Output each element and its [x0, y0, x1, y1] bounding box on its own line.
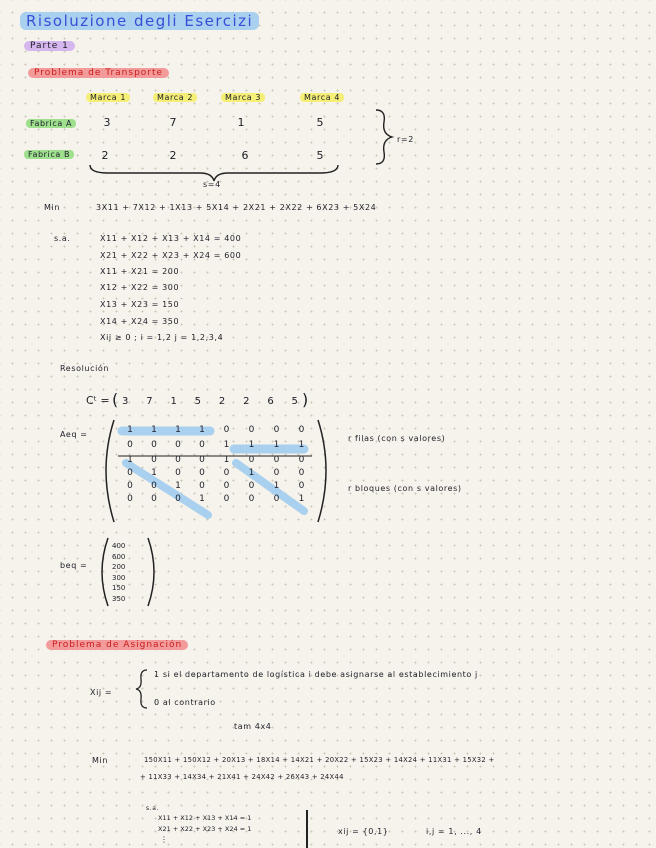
matrix-cell: 1 — [127, 455, 133, 465]
index-range: i,j = 1, ..., 4 — [426, 827, 482, 836]
matrix-cell: 0 — [127, 494, 133, 504]
matrix-cell: 1 — [127, 425, 133, 435]
matrix-cell: 1 — [223, 440, 230, 450]
matrix-cell: 0 — [248, 425, 255, 435]
size-label: tam 4x4 — [234, 722, 272, 731]
matrix-row — [118, 425, 314, 435]
assignment-min-label: Min — [92, 756, 108, 765]
beq-value: 300 — [112, 573, 126, 582]
matrix-cell: 1 — [151, 468, 157, 478]
matrix-cell: 0 — [127, 440, 133, 450]
matrix-cell: 1 — [223, 455, 230, 465]
matrix-cell: 0 — [248, 455, 255, 465]
constraint-line: Xij ≥ 0 ; i = 1,2 j = 1,2,3,4 — [100, 333, 224, 342]
matrix-cell: 0 — [199, 455, 205, 465]
assignment-st-label: s.a. — [146, 805, 160, 812]
constraint-line: X13 + X23 = 150 — [100, 300, 180, 309]
c-value: 1 — [170, 396, 177, 407]
c-value: 7 — [146, 396, 153, 407]
objective-function: 3X11 + 7X12 + 1X13 + 5X14 + 2X21 + 2X22 + 6X23 + 5X24 — [96, 203, 377, 212]
note-rows: r filas (con s valores) — [348, 434, 446, 443]
matrix-cell: 0 — [199, 468, 205, 478]
matrix-cell: 0 — [223, 468, 230, 478]
beq-value: 600 — [112, 552, 126, 561]
matrix-cell: 0 — [199, 481, 205, 491]
assignment-constraint: X21 + X22 + X23 + X24 = 1 — [158, 825, 252, 833]
xij-case-1: 1 si el departamento de logística i debe asignarse al establecimiento j — [154, 670, 478, 679]
constraint-line: X11 + X21 = 200 — [100, 267, 180, 276]
domain-label: xij = {0,1} — [338, 827, 389, 836]
matrix-cell: 0 — [248, 494, 255, 504]
cost-cell: 5 — [316, 149, 324, 162]
matrix-cell: 0 — [151, 440, 157, 450]
c-close-paren: ) — [302, 390, 309, 409]
matrix-cell: 1 — [298, 440, 305, 450]
assignment-objective-line-1: 150X11 + 150X12 + 20X13 + 18X14 + 14X21 + 20X22 + 15X23 + 14X24 + 11X31 + 15X32 + — [144, 756, 495, 764]
matrix-cell: 1 — [199, 425, 205, 435]
constraint-line: X21 + X22 + X23 + X24 = 600 — [100, 251, 242, 260]
c-vector — [122, 396, 298, 407]
assignment-constraint: X11 + X12 + X13 + X14 = 1 — [158, 814, 252, 822]
matrix-cell: 0 — [273, 494, 280, 504]
matrix-cell: 0 — [127, 481, 133, 491]
matrix-cell: 0 — [223, 494, 230, 504]
assignment-heading: Problema de Asignación — [46, 640, 188, 650]
c-value: 5 — [291, 396, 298, 407]
c-open-paren: ( — [112, 390, 119, 409]
cost-cell: 2 — [169, 149, 177, 162]
matrix-cell: 0 — [127, 468, 133, 478]
c-value: 3 — [122, 396, 129, 407]
brand-header-1: Marca 1 — [86, 93, 130, 102]
beq-label: beq = — [60, 561, 88, 570]
matrix-cell: 0 — [151, 481, 157, 491]
matrix-cell: 0 — [248, 481, 255, 491]
matrix-cell: 1 — [175, 481, 181, 491]
matrix-cell: 0 — [273, 425, 280, 435]
brand-header-2: Marca 2 — [153, 93, 197, 102]
matrix-row — [118, 468, 314, 478]
beq-value: 400 — [112, 542, 126, 550]
part-label: Parte 1 — [24, 41, 75, 51]
matrix-cell: 0 — [151, 455, 157, 465]
matrix-row — [118, 494, 314, 504]
matrix-cell: 1 — [248, 468, 255, 478]
r-label: r=2 — [397, 135, 414, 144]
cost-cell: 5 — [316, 116, 324, 129]
cost-cell: 2 — [101, 149, 109, 162]
matrix-cell: 1 — [199, 494, 205, 504]
beq-vector — [112, 541, 125, 604]
matrix-cell: 0 — [175, 494, 181, 504]
beq-value: 150 — [112, 584, 126, 592]
matrix-cell: 0 — [175, 440, 181, 450]
assignment-constraint: ⋮ — [160, 835, 168, 844]
assignment-objective-line-2: + 11X33 + 14X34 + 21X41 + 24X42 + 26X43 + 24X44 — [140, 773, 344, 781]
matrix-cell: 0 — [273, 455, 280, 465]
c-label: Cᵗ = — [86, 394, 110, 407]
matrix-cell: 1 — [248, 440, 255, 450]
matrix-cell: 1 — [298, 494, 305, 504]
left-brace — [134, 668, 150, 710]
matrix-cell: 1 — [273, 481, 280, 491]
c-value: 2 — [218, 396, 226, 407]
min-label: Min — [44, 203, 60, 212]
beq-parens — [96, 536, 160, 608]
cost-cell: 7 — [169, 116, 177, 129]
cost-cell: 6 — [241, 149, 249, 162]
xij-case-2: 0 al contrario — [154, 698, 216, 707]
factory-label-a: Fabrica A — [26, 119, 76, 128]
cost-cell: 1 — [237, 116, 245, 129]
matrix-cell: 0 — [151, 494, 157, 504]
beq-value: 350 — [112, 594, 126, 603]
c-value: 6 — [267, 396, 274, 407]
matrix-cell: 1 — [175, 425, 181, 435]
divider-line — [306, 810, 308, 848]
matrix-cell: 0 — [298, 468, 305, 478]
note-blocks: r bloques (con s valores) — [348, 484, 462, 493]
brand-header-3: Marca 3 — [221, 93, 265, 102]
page-title: Risoluzione degli Esercizi — [20, 12, 259, 30]
matrix-cell: 0 — [223, 425, 230, 435]
cost-cell: 3 — [103, 116, 111, 129]
matrix-cell: 0 — [273, 468, 280, 478]
resolution-label: Resolución — [60, 364, 110, 373]
c-value: 5 — [194, 396, 202, 407]
s-label: s=4 — [203, 180, 221, 189]
aeq-matrix — [118, 425, 314, 504]
matrix-cell: 0 — [298, 425, 305, 435]
matrix-cell: 1 — [273, 440, 280, 450]
st-label: s.a. — [54, 234, 71, 243]
matrix-cell: 1 — [151, 425, 157, 435]
matrix-cell: 0 — [298, 481, 305, 491]
brand-header-4: Marca 4 — [300, 93, 344, 102]
matrix-cell: 0 — [175, 468, 181, 478]
matrix-cell: 0 — [175, 455, 181, 465]
constraint-line: X11 + X12 + X13 + X14 = 400 — [100, 234, 242, 243]
matrix-cell: 0 — [199, 440, 205, 450]
constraint-line: X14 + X24 = 350 — [100, 317, 180, 326]
beq-value: 200 — [112, 563, 126, 571]
c-value: 2 — [243, 396, 250, 407]
matrix-cell: 0 — [223, 481, 230, 491]
matrix-row — [118, 455, 314, 465]
xij-label: Xij = — [90, 688, 113, 697]
constraint-line: X12 + X22 = 300 — [100, 283, 180, 292]
factory-label-b: Fabrica B — [24, 150, 74, 159]
right-brace — [372, 108, 396, 166]
matrix-row — [118, 440, 314, 450]
matrix-row — [118, 481, 314, 491]
aeq-label: Aeq = — [60, 430, 88, 439]
transport-heading: Problema de Transporte — [28, 68, 169, 78]
matrix-cell: 0 — [298, 455, 305, 465]
